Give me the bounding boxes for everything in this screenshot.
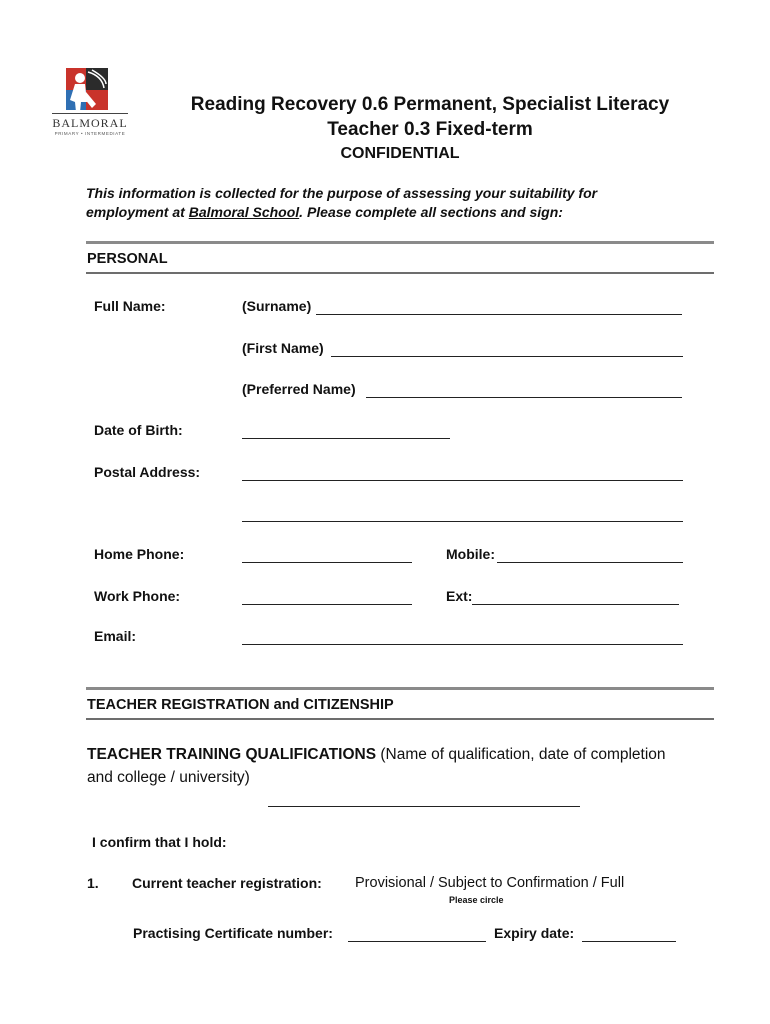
school-logo [44,64,136,144]
expiry-date-field[interactable] [582,941,676,942]
section-rule-top [86,687,714,690]
intro-line2 [86,203,686,222]
practising-certificate-label: Practising Certificate number: [133,925,333,941]
registration-options[interactable]: Provisional / Subject to Confirmation / Full [355,875,625,891]
training-qualifications-text [87,743,707,789]
item1-number: 1. [87,875,99,891]
please-circle-hint: Please circle [449,895,504,905]
training-description: (Name of qualification, date of completion [376,746,666,763]
confirm-label: I confirm that I hold: [92,834,227,850]
mobile-label: Mobile: [446,546,495,562]
logo-wordmark: BALMORAL [52,116,128,130]
registration-heading: TEACHER REGISTRATION and CITIZENSHIP [87,697,394,713]
ext-field[interactable] [472,604,679,605]
postal-address-field-line2[interactable] [242,521,683,522]
training-line2: and college / university) [87,769,250,786]
school-name: Balmoral School [188,204,300,220]
home-phone-label: Home Phone: [94,546,185,562]
training-line1 [87,743,707,766]
email-label: Email: [94,628,137,644]
full-name-label: Full Name: [94,298,166,314]
mobile-field[interactable] [497,562,683,563]
intro-line2-suffix: . Please complete all sections and sign: [299,204,563,220]
ext-label: Ext: [446,588,473,604]
postal-address-label: Postal Address: [94,464,201,480]
email-field[interactable] [242,644,683,645]
dob-label: Date of Birth: [94,422,183,438]
section-rule-bottom [86,272,714,274]
postal-address-field-line1[interactable] [242,480,683,481]
section-rule-bottom [86,718,714,720]
home-phone-field[interactable] [242,562,412,563]
first-name-label: (First Name) [242,340,324,356]
logo-emblem-icon [44,64,136,118]
intro-line2-prefix: employment at [86,204,189,220]
work-phone-field[interactable] [242,604,412,605]
preferred-name-label: (Preferred Name) [242,381,356,397]
surname-label: (Surname) [242,298,312,314]
expiry-date-label: Expiry date: [494,925,575,941]
personal-heading: PERSONAL [87,251,168,267]
intro-text [86,184,686,222]
teacher-registration-label: Current teacher registration: [132,875,322,891]
intro-line1: This information is collected for the purpose of assessing your suitability for [86,185,598,201]
training-qualifications-field[interactable] [268,806,580,807]
logo-tagline: PRIMARY • INTERMEDIATE [54,131,126,136]
work-phone-label: Work Phone: [94,588,181,604]
section-rule-top [86,241,714,244]
dob-field[interactable] [242,438,450,439]
confidential-label: CONFIDENTIAL [340,145,460,162]
preferred-name-field[interactable] [366,397,682,398]
practising-certificate-field[interactable] [348,941,486,942]
training-heading: TEACHER TRAINING QUALIFICATIONS [87,746,377,763]
document-title-line2: Teacher 0.3 Fixed-term [327,119,533,140]
first-name-field[interactable] [331,356,683,357]
document-title-line1: Reading Recovery 0.6 Permanent, Specialist Literacy [190,94,670,115]
surname-field[interactable] [316,314,682,315]
